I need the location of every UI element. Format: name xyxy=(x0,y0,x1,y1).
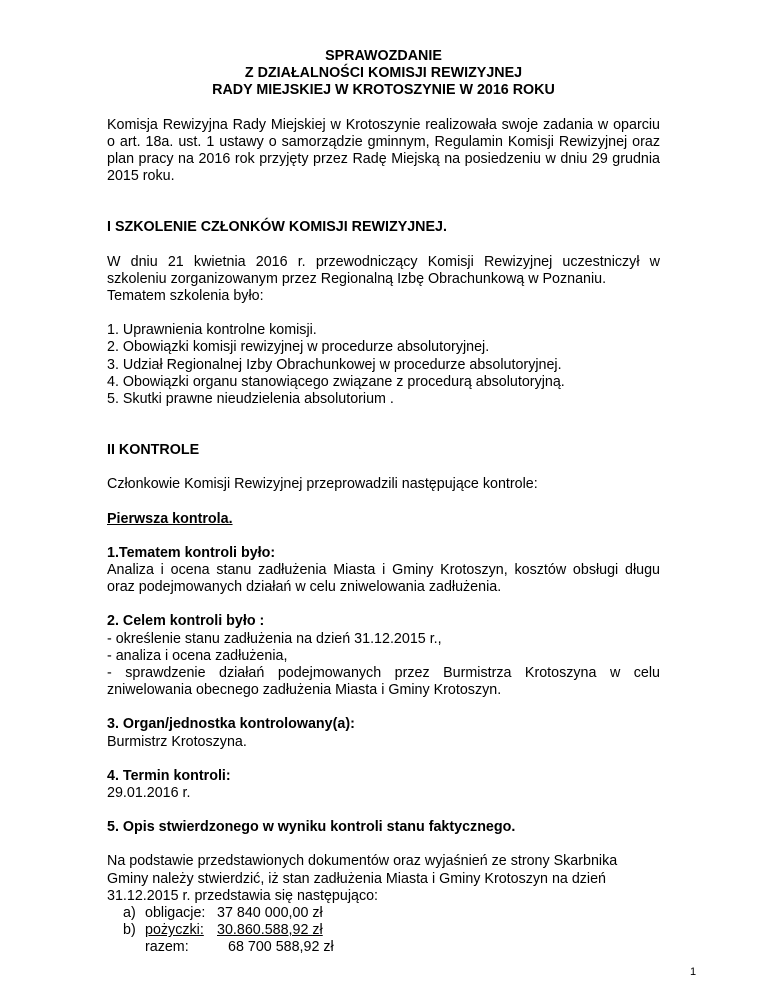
amount-value: 30.860.588,92 zł xyxy=(217,922,323,939)
title-line-2: Z DZIAŁALNOŚCI KOMISJI REWIZYJNEJ xyxy=(244,65,523,82)
amount-value: 37 840 000,00 zł xyxy=(217,905,323,922)
point2-heading: 2. Celem kontroli było : xyxy=(107,613,265,630)
first-control-heading: Pierwsza kontrola. xyxy=(107,510,233,527)
amount-letter: a) xyxy=(123,905,136,922)
page-number: 1 xyxy=(690,966,697,978)
amount-key: obligacje: xyxy=(145,905,206,922)
title-line-1: SPRAWOZDANIE xyxy=(325,48,442,64)
amount-letter: b) xyxy=(123,922,136,939)
section1-heading: I SZKOLENIE CZŁONKÓW KOMISJI REWIZYJNEJ. xyxy=(107,219,447,236)
list-item: 5. Skutki prawne nieudzielenia absolutorium . xyxy=(107,391,394,407)
list-item: 2. Obowiązki komisji rewizyjnej w procedurze absolutoryjnej. xyxy=(107,339,490,356)
amount-key: razem: xyxy=(145,939,189,956)
amount-row-total xyxy=(123,939,660,956)
point4-text: 29.01.2016 r. xyxy=(107,785,191,802)
section1-paragraph: W dniu 21 kwietnia 2016 r. przewodniczący Komisji Rewizyjnej uczestniczył w szkoleniu zorganizowanym przez Regionalną Izbę Obrachunkową w Poznaniu. xyxy=(107,253,660,287)
document-page xyxy=(107,48,660,957)
list-item: 1. Uprawnienia kontrolne komisji. xyxy=(107,322,317,339)
point2-line: - określenie stanu zadłużenia na dzień 31.12.2015 r., xyxy=(107,630,442,647)
section2-intro: Członkowie Komisji Rewizyjnej przeprowadzili następujące kontrole: xyxy=(107,476,538,493)
point3-heading: 3. Organ/jednostka kontrolowany(a): xyxy=(107,716,355,733)
amount-key: pożyczki: xyxy=(145,922,204,939)
point4-heading: 4. Termin kontroli: xyxy=(107,767,231,784)
training-topics-list xyxy=(107,322,660,408)
intro-paragraph: Komisja Rewizyjna Rady Miejskiej w Krotoszynie realizowała swoje zadania w oparciu o art. 18a. ust. 1 ustawy o samorządzie gminnym, Regulamin Komisji Rewizyjnej oraz plan pracy na 2016 rok przyjęty przez Radę Miejską na posiedzeniu w dniu 29 grudnia 2015 roku. xyxy=(107,116,660,185)
point5-heading: 5. Opis stwierdzonego w wyniku kontroli stanu faktycznego. xyxy=(107,819,516,836)
amount-row xyxy=(123,922,660,939)
list-item: 4. Obowiązki organu stanowiącego związane z procedurą absolutoryjną. xyxy=(107,373,565,390)
debt-amounts xyxy=(123,905,660,957)
title-line-3: RADY MIEJSKIEJ W KROTOSZYNIE W 2016 ROKU xyxy=(212,82,555,99)
amount-value: 68 700 588,92 zł xyxy=(228,939,334,956)
list-item: 3. Udział Regionalnej Izby Obrachunkowej w procedurze absolutoryjnej. xyxy=(107,356,562,373)
document-title xyxy=(107,48,660,100)
point2-last: - sprawdzenie działań podejmowanych przez Burmistrza Krotoszyna w celu zniwelowania obecnego zadłużenia Miasta i Gminy Krotoszyn. xyxy=(107,665,660,699)
point5-text: Na podstawie przedstawionych dokumentów oraz wyjaśnień ze strony Skarbnika Gminy należy stwierdzić, iż stan zadłużenia Miasta i Gminy Krotoszyn na dzień 31.12.2015 r. przedstawia się następująco: xyxy=(107,853,618,904)
point2-line: - analiza i ocena zadłużenia, xyxy=(107,647,288,664)
point1-text: Analiza i ocena stanu zadłużenia Miasta i Gminy Krotoszyn, kosztów obsługi długu oraz podejmowanych działań w celu zniwelowania zadłużenia. xyxy=(107,562,660,596)
point3-text: Burmistrz Krotoszyna. xyxy=(107,733,247,750)
section2-heading: II KONTROLE xyxy=(107,442,200,459)
amount-row xyxy=(123,905,660,922)
point1-heading: 1.Tematem kontroli było: xyxy=(107,544,276,561)
section1-topic-label: Tematem szkolenia było: xyxy=(107,287,264,304)
